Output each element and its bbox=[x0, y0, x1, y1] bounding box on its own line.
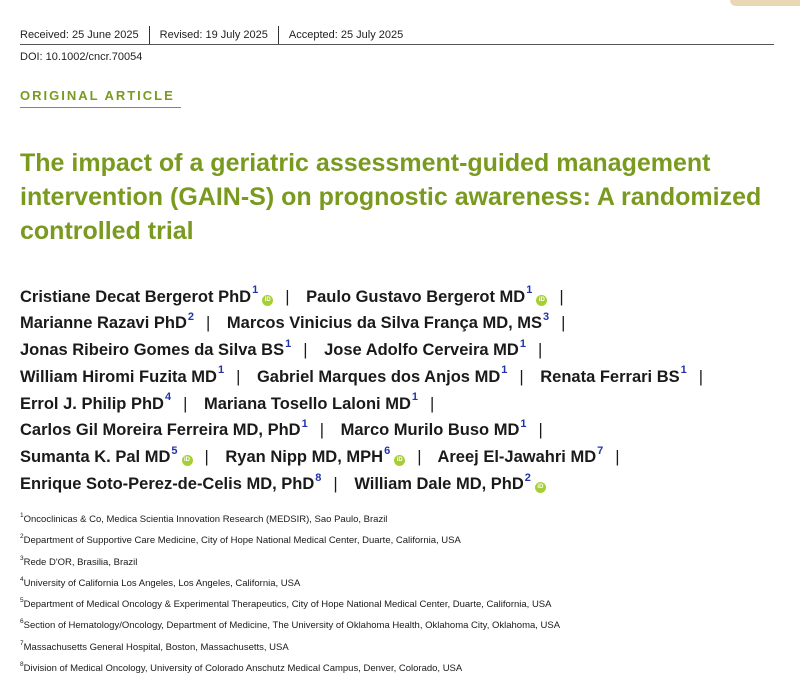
affiliation-ref[interactable]: 8 bbox=[315, 471, 322, 484]
header-rule bbox=[20, 44, 774, 45]
affiliation: $^2$Department of Supportive Care Medicine, City of Hope National Medical Center, Duarte, California, USA bbox=[20, 533, 461, 547]
author-separator: | bbox=[538, 421, 543, 440]
author-separator: | bbox=[698, 367, 704, 386]
author-separator: | bbox=[559, 287, 564, 306]
affiliation: $^7$Massachusetts General Hospital, Boston, Massachusetts, USA bbox=[20, 639, 289, 653]
author-separator: | bbox=[319, 421, 325, 440]
date-separator bbox=[149, 26, 150, 44]
affiliation-ref[interactable]: 4 bbox=[164, 391, 172, 404]
doi[interactable]: DOI: 10.1002/cncr.70054 bbox=[20, 51, 143, 63]
author[interactable]: Renata Ferrari $BS^1$ bbox=[540, 364, 687, 386]
affiliation: $^4$University of California Los Angeles, Los Angeles, California, USA bbox=[20, 575, 301, 590]
author-separator: | bbox=[537, 341, 543, 360]
author-separator: | bbox=[519, 367, 524, 386]
affiliation: $^6$Section of Hematology/Oncology, Department of Medicine, The University of Oklahoma Health, Oklahoma City, Oklahoma, USA bbox=[20, 618, 561, 632]
author-separator: | bbox=[285, 287, 290, 306]
author-separator: | bbox=[615, 448, 620, 467]
affiliation-ref[interactable]: 1 bbox=[252, 284, 259, 296]
author[interactable]: Gabriel Marques dos Anjos $MD^1$ bbox=[256, 364, 508, 386]
author-line bbox=[20, 440, 790, 467]
affiliation-ref[interactable]: 1 bbox=[520, 417, 527, 430]
article-type-underline bbox=[20, 107, 181, 108]
author[interactable]: Jose Adolfo Cerveira $MD^1$ bbox=[324, 337, 526, 360]
author[interactable]: Mariana Tosello Laloni $MD^1$ bbox=[203, 391, 418, 413]
author-separator: | bbox=[236, 367, 241, 386]
corner-tab bbox=[730, 0, 800, 6]
affiliation-ref[interactable]: 5 bbox=[171, 444, 178, 457]
affiliation-ref[interactable]: 1 bbox=[411, 391, 418, 404]
author-line bbox=[20, 359, 790, 386]
author[interactable]: William Hiromi Fuzita $MD^1$ bbox=[20, 364, 225, 386]
author[interactable]: Carlos Gil Moreira Ferreira MD, PhD$^1$ bbox=[20, 417, 308, 440]
revised-date: Revised: 19 July 2025 bbox=[159, 29, 268, 41]
article-type: ORIGINAL ARTICLE bbox=[20, 88, 175, 103]
author-separator: | bbox=[204, 448, 209, 467]
affiliation-ref[interactable]: 1 bbox=[285, 337, 292, 350]
author[interactable]: Errol J. Philip PhD$^4$ bbox=[20, 391, 172, 413]
affiliation: $^3$Rede D'OR, Brasilia, Brazil bbox=[20, 554, 138, 568]
accepted-date: Accepted: 25 July 2025 bbox=[288, 29, 404, 41]
affiliation-ref[interactable]: 1 bbox=[301, 417, 308, 430]
author[interactable]: Areej El-Jawahri $MD^7$ bbox=[437, 444, 604, 467]
orcid-icon[interactable]: iD bbox=[262, 295, 273, 306]
author-separator: | bbox=[429, 394, 435, 413]
author-list bbox=[20, 279, 790, 493]
affiliation-ref[interactable]: 1 bbox=[217, 364, 225, 377]
author[interactable]: Sumanta K. Pal $MD^5$ bbox=[20, 444, 178, 467]
orcid-icon[interactable]: iD bbox=[394, 455, 405, 466]
received-date: Received: 25 June 2025 bbox=[20, 29, 139, 41]
affiliation-ref[interactable]: 7 bbox=[597, 444, 604, 457]
author-line bbox=[20, 386, 790, 413]
author[interactable]: William Dale MD, PhD$^2$ bbox=[354, 471, 531, 494]
affiliation-ref[interactable]: 3 bbox=[543, 310, 550, 323]
affiliation: $^1$Oncoclinicas & Co, Medica Scientia Innovation Research (MEDSIR), Sao Paulo, Brazil bbox=[20, 512, 388, 526]
author-separator: | bbox=[561, 314, 566, 333]
affiliation-ref[interactable]: 2 bbox=[187, 310, 195, 323]
author-separator: | bbox=[333, 475, 338, 494]
author-line bbox=[20, 333, 790, 360]
orcid-icon[interactable]: iD bbox=[536, 295, 547, 306]
author[interactable]: Ryan Nipp MD, MPH$^6$ bbox=[225, 444, 391, 467]
author-separator: | bbox=[183, 394, 188, 413]
affiliation: $^5$Department of Medical Oncology & Experimental Therapeutics, City of Hope National Medical Center, Duarte, California, USA bbox=[20, 597, 552, 611]
author-line bbox=[20, 413, 790, 440]
author[interactable]: Marcos Vinicius da Silva França MD, $MS^3$ bbox=[226, 310, 550, 333]
affiliation-ref[interactable]: 2 bbox=[524, 471, 531, 484]
affiliation-ref[interactable]: 1 bbox=[501, 364, 508, 377]
author[interactable]: Marianne Razavi PhD$^2$ bbox=[20, 310, 195, 333]
author-separator: | bbox=[206, 314, 211, 333]
orcid-icon[interactable]: iD bbox=[182, 455, 193, 466]
author-line bbox=[20, 279, 790, 306]
author-separator: | bbox=[303, 341, 308, 360]
date-separator bbox=[278, 26, 279, 44]
author-line bbox=[20, 306, 790, 333]
author[interactable]: Jonas Ribeiro Gomes da Silva $BS^1$ bbox=[20, 337, 292, 360]
affiliation-ref[interactable]: 1 bbox=[519, 337, 526, 350]
author[interactable]: Enrique Soto-Perez-de-Celis MD, PhD$^8$ bbox=[20, 471, 322, 494]
affiliation: $^8$Division of Medical Oncology, University of Colorado Anschutz Medical Campus, Denver, Colorado, USA bbox=[20, 661, 463, 675]
affiliation-list bbox=[20, 506, 790, 676]
author[interactable]: Cristiane Decat Bergerot PhD$^1$ bbox=[20, 284, 259, 306]
affiliation-ref[interactable]: 1 bbox=[526, 284, 533, 296]
affiliation-ref[interactable]: 1 bbox=[680, 364, 687, 377]
article-dates bbox=[20, 26, 403, 44]
author[interactable]: Paulo Gustavo Bergerot $MD^1$ bbox=[306, 284, 533, 306]
author-line bbox=[20, 467, 790, 494]
author-separator: | bbox=[417, 448, 422, 467]
orcid-icon[interactable]: iD bbox=[535, 482, 546, 493]
article-title: The impact of a geriatric assessment-guided management intervention (GAIN-S) on prognostic awareness: A randomized controlled trial bbox=[20, 149, 762, 245]
author[interactable]: Marco Murilo Buso $MD^1$ bbox=[340, 417, 527, 440]
affiliation-ref[interactable]: 6 bbox=[384, 444, 391, 457]
